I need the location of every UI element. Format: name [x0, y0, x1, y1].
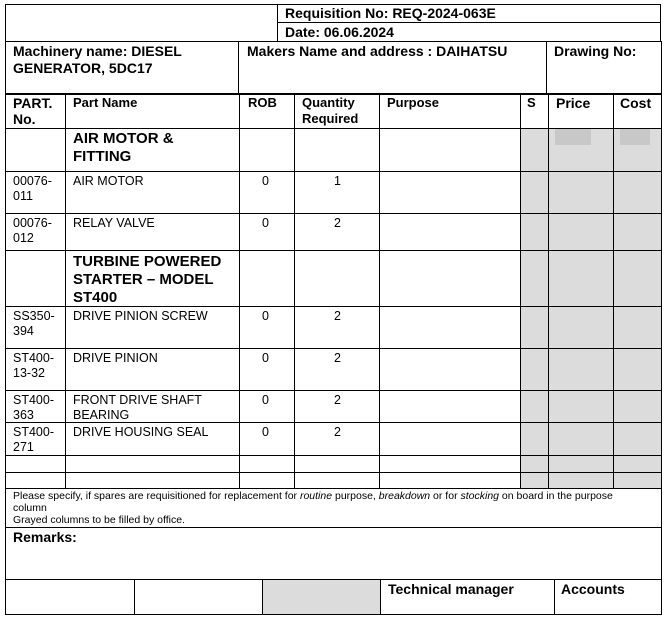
- group-title-turbine-2: STARTER – MODEL: [73, 271, 214, 288]
- header-left-top-box: [5, 4, 277, 42]
- row5-part-1: ST400-: [13, 393, 54, 407]
- row-line-1: [5, 171, 662, 172]
- row3-qty: 2: [334, 309, 341, 323]
- header-purpose: Purpose: [387, 95, 440, 110]
- col-line-s: [520, 94, 521, 489]
- row-line-header: [5, 128, 662, 129]
- col-line-purpose: [379, 94, 380, 489]
- row2-name: RELAY VALVE: [73, 216, 155, 230]
- note-mid1: purpose,: [332, 490, 379, 502]
- row1-part-1: 00076-: [13, 174, 52, 188]
- header-qty-1: Quantity: [302, 95, 355, 110]
- makers-name: Makers Name and address : DAIHATSU: [247, 43, 508, 59]
- date-divider: [277, 22, 661, 23]
- row6-part-2: 271: [13, 440, 34, 454]
- purpose-note-line1: [13, 490, 613, 502]
- row-line-9: [5, 472, 662, 473]
- remarks-box: [5, 527, 662, 580]
- info-divider-1: [238, 41, 239, 94]
- info-divider-2: [546, 41, 547, 94]
- remarks-label: Remarks:: [13, 529, 77, 545]
- row-line-7: [5, 422, 662, 423]
- row2-part-2: 012: [13, 231, 34, 245]
- row6-part-1: ST400-: [13, 425, 54, 439]
- row3-rob: 0: [262, 309, 269, 323]
- header-qty-2: Required: [302, 111, 359, 126]
- row-line-5: [5, 348, 662, 349]
- row-line-3: [5, 250, 662, 251]
- sig-line-3: [380, 579, 381, 615]
- signature-gray-cell: [263, 580, 380, 614]
- col-line-price: [548, 94, 549, 489]
- row6-qty: 2: [334, 425, 341, 439]
- row3-part-2: 394: [13, 324, 34, 338]
- row5-name-2: BEARING: [73, 408, 130, 422]
- row5-rob: 0: [262, 393, 269, 407]
- drawing-number: Drawing No:: [554, 43, 637, 59]
- machinery-name-line2: GENERATOR, 5DC17: [13, 60, 153, 76]
- row1-part-2: 011: [13, 189, 33, 203]
- purpose-note-line2: column: [13, 502, 47, 514]
- row6-name: DRIVE HOUSING SEAL: [73, 425, 209, 439]
- technical-manager-label: Technical manager: [388, 581, 514, 597]
- note-routine: routine: [299, 490, 333, 502]
- row4-name: DRIVE PINION: [73, 351, 158, 365]
- row-line-6: [5, 390, 662, 391]
- group-title-air-motor-1: AIR MOTOR &: [73, 130, 174, 147]
- row3-name: DRIVE PINION SCREW: [73, 309, 208, 323]
- col-line-qty: [294, 94, 295, 489]
- requisition-date: Date: 06.06.2024: [285, 24, 394, 40]
- group-title-turbine-1: TURBINE POWERED: [73, 253, 222, 270]
- sig-line-1: [134, 579, 135, 615]
- note-pre: Please specify, if spares are requisitioned for replacement for: [13, 490, 300, 502]
- grayed-note: Grayed columns to be filled by office.: [13, 514, 185, 526]
- row4-part-1: ST400-: [13, 351, 54, 365]
- header-part-no-1: PART.: [13, 95, 53, 111]
- requisition-number: Requisition No: REQ-2024-063E: [285, 5, 496, 21]
- header-rob: ROB: [248, 95, 277, 110]
- group-title-air-motor-2: FITTING: [73, 148, 132, 165]
- group-title-turbine-3: ST400: [73, 289, 118, 306]
- header-s: S: [527, 95, 536, 110]
- accounts-label: Accounts: [561, 581, 625, 597]
- row1-rob: 0: [262, 174, 269, 188]
- row5-qty: 2: [334, 393, 341, 407]
- row-line-8: [5, 455, 662, 456]
- row-line-2: [5, 213, 662, 214]
- header-part-name: Part Name: [73, 95, 138, 110]
- row4-qty: 2: [334, 351, 341, 365]
- note-breakdown: breakdown: [378, 490, 431, 502]
- header-part-no-2: No.: [13, 111, 36, 127]
- row4-rob: 0: [262, 351, 269, 365]
- sig-line-4: [554, 579, 555, 615]
- row2-part-1: 00076-: [13, 216, 52, 230]
- col-line-partname: [65, 94, 66, 489]
- machinery-name-line1: Machinery name: DIESEL: [13, 43, 182, 59]
- row2-rob: 0: [262, 216, 269, 230]
- row1-qty: 1: [334, 174, 341, 188]
- row2-qty: 2: [334, 216, 341, 230]
- row6-rob: 0: [262, 425, 269, 439]
- row3-part-1: SS350-: [13, 309, 55, 323]
- header-price: Price: [556, 95, 591, 111]
- row5-name-1: FRONT DRIVE SHAFT: [73, 393, 202, 407]
- note-post: on board in the purpose: [499, 490, 613, 502]
- note-mid2: or for: [430, 490, 461, 502]
- header-cost: Cost: [620, 95, 652, 111]
- row5-part-2: 363: [13, 408, 34, 422]
- row4-part-2: 13-32: [13, 366, 45, 380]
- note-stocking: stocking: [460, 490, 500, 502]
- col-line-rob: [239, 94, 240, 489]
- sig-line-2: [262, 579, 263, 615]
- row1-name: AIR MOTOR: [73, 174, 144, 188]
- col-line-cost: [613, 94, 614, 489]
